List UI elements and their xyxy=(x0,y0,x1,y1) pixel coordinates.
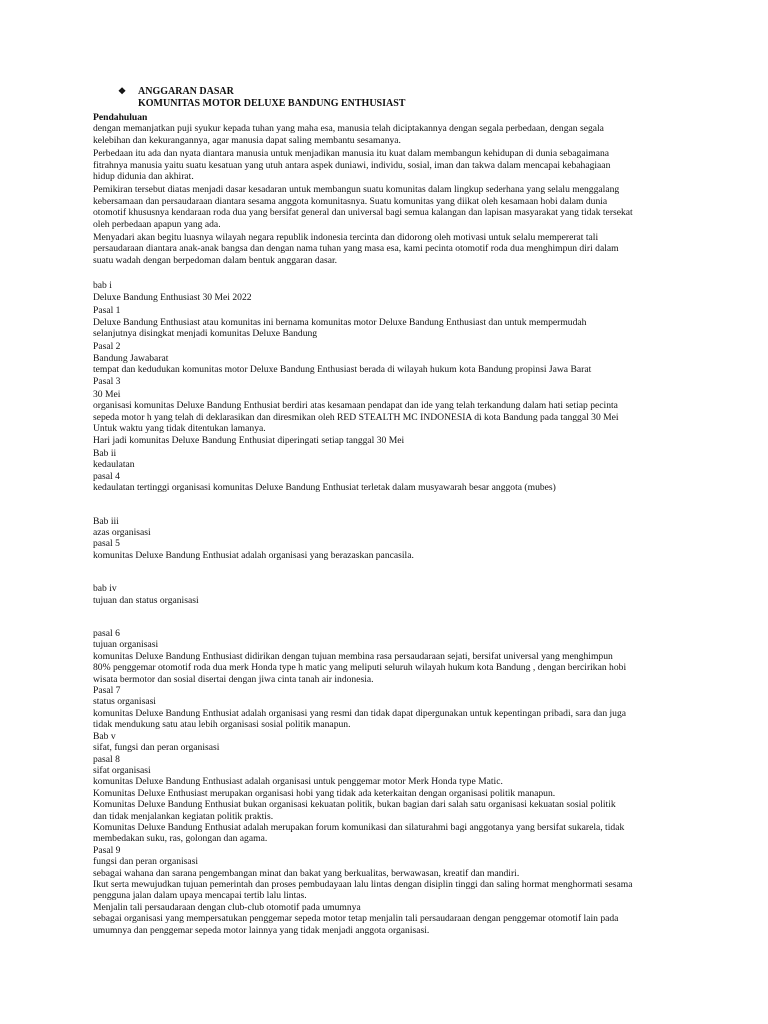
text-line: Komunitas Deluxe Bandung Enthusiat adalah merupakan forum komunikasi dan silaturahmi bagi anggotanya yang bersifat sukarela, tidak xyxy=(93,821,625,833)
text-line: umumnya dan penggemar sepeda motor lainnya yang tidak menjadi anggota organisasi. xyxy=(93,924,430,936)
bab-5-name: sifat, fungsi dan peran organisasi xyxy=(93,742,220,754)
text-line: sebagai organisasi yang mempersatukan penggemar sepeda motor tetap menjalin tali persaudaraan dengan penggemar otomotif lain pada xyxy=(93,913,619,925)
text-line: komunitas Deluxe Bandung Enthusiat adalah organisasi yang resmi dan tidak dapat dipergunakan untuk kepentingan pribadi, sara dan juga xyxy=(93,707,627,719)
text-line: sebagai wahana dan sarana pengembangan minat dan bakat yang berkualitas, berwawasan, kreatif dan mandiri. xyxy=(93,867,520,879)
text-line: dan tidak menjalankan kegiatan politik praktis. xyxy=(93,810,274,822)
pasal-7-subtitle: status organisasi xyxy=(93,696,156,708)
diamond-bullet-icon: ❖ xyxy=(118,86,127,96)
pasal-3-subtitle: 30 Mei xyxy=(93,388,121,400)
bab-1-name: Deluxe Bandung Enthusiast 30 Mei 2022 xyxy=(93,291,252,303)
text-line: Menyadari akan begitu luasnya wilayah negara republik indonesia tercinta dan didorong oleh motivasi untuk selalu mempererat tali xyxy=(93,232,599,244)
bab-1-title: bab i xyxy=(93,280,112,292)
text-line: Menjalin tali persaudaraan dengan club-club otomotif pada umumnya xyxy=(93,901,361,913)
text-line: selanjutnya disingkat menjadi komunitas Deluxe Bandung xyxy=(93,327,318,339)
text-line: wisata bermotor dan sosial disertai dengan jiwa cinta tanah air indonesia. xyxy=(93,673,374,685)
intro-paragraph-2 xyxy=(93,148,683,182)
text-line: kelebihan dan kekurangannya, agar manusia dapat saling membantu sesamanya. xyxy=(93,134,401,146)
text-line: sepeda motor h yang telah di deklarasikan dan diresmikan oleh RED STEALTH MC INDONESIA di kota Bandung pada tanggal 30 Mei xyxy=(93,411,619,423)
text-line: dengan memanjatkan puji syukur kepada tuhan yang maha esa, manusia telah diciptakannya dengan segala perbedaan, dengan segala xyxy=(93,123,604,135)
bab-5-title: Bab v xyxy=(93,730,116,742)
pasal-9-title: Pasal 9 xyxy=(93,844,121,856)
bab-3 xyxy=(93,516,683,562)
bab-2-title: Bab ii xyxy=(93,447,117,459)
header-line-1 xyxy=(118,86,405,98)
bab-3-title: Bab iii xyxy=(93,515,119,527)
intro-paragraph-4 xyxy=(93,232,683,266)
text-line: Untuk waktu yang tidak ditentukan lamanya. xyxy=(93,423,266,435)
document-body xyxy=(93,112,683,936)
text-line: oleh perbedaan apapun yang ada. xyxy=(93,218,221,230)
bab-2-name: kedaulatan xyxy=(93,459,135,471)
text-line: suatu wadah dengan berpedoman dalam bentuk anggaran dasar. xyxy=(93,254,338,266)
text-line: Deluxe Bandung Enthusiast atau komunitas ini bernama komunitas motor Deluxe Bandung Enthusiast dan untuk mempermudah xyxy=(93,316,587,328)
text-line: komunitas Deluxe Bandung Enthusiat adalah organisasi yang berazaskan pancasila. xyxy=(93,549,414,561)
text-line: Perbedaan itu ada dan nyata diantara manusia untuk menjadikan manusia itu kuat dalam membangun kehidupan di dunia sebagaimana xyxy=(93,148,610,160)
pasal-7-title: Pasal 7 xyxy=(93,685,121,697)
text-line: tidak mendukung satu atau lebih organisasi sosial politik manapun. xyxy=(93,719,351,731)
intro-heading: Pendahuluan xyxy=(93,112,148,123)
text-line: 80% penggemar otomotif roda dua merk Honda type h matic yang meliputi seluruh wilayah hukum kota Bandung , dengan bercirikan hobi xyxy=(93,662,627,674)
intro-paragraph-3 xyxy=(93,184,683,230)
text-line: Ikut serta mewujudkan tujuan pemerintah dan proses pembudayaan lalu lintas dengan disiplin tinggi dan saling hormat menghormati sesama xyxy=(93,878,633,890)
text-line: organisasi komunitas Deluxe Bandung Enthusiat berdiri atas kesamaan pendapat dan ide yang telah terkandung dalam hati setiap pecinta xyxy=(93,400,618,412)
pasal-9-subtitle: fungsi dan peran organisasi xyxy=(93,856,199,868)
text-line: tempat dan kedudukan komunitas motor Deluxe Bandung Enthusiast berada di wilayah hukum kota Bandung propinsi Jawa Barat xyxy=(93,364,592,376)
header-title-1: ANGGARAN DASAR xyxy=(138,86,234,97)
bab-4-name: tujuan dan status organisasi xyxy=(93,594,199,606)
text-line: komunitas Deluxe Bandung Enthusiast didirikan dengan tujuan membina rasa persaudaraan sejati, bersifat universal yang menghimpun xyxy=(93,650,613,662)
pasal-1-title: Pasal 1 xyxy=(93,305,121,317)
text-line: hidup didunia dan akhirat. xyxy=(93,171,194,183)
text-line: fitrahnya manusia yaitu suatu kesatuan yang utuh antara aspek duniawi, individu, sosial, iman dan takwa dalam mencapai kebahagiaan xyxy=(93,159,611,171)
pasal-8-subtitle: sifat organisasi xyxy=(93,764,151,776)
intro-paragraph-1 xyxy=(93,123,683,146)
pasal-4-title: pasal 4 xyxy=(93,470,120,482)
pasal-2-subtitle: Bandung Jawabarat xyxy=(93,352,169,364)
pasal-5-title: pasal 5 xyxy=(93,538,120,550)
pasal-6-subtitle: tujuan organisasi xyxy=(93,639,159,651)
text-line: Komunitas Deluxe Enthusiast merupakan organisasi hobi yang tidak ada keterkaitan dengan organisasi politik manapun. xyxy=(93,787,556,799)
document-header xyxy=(118,86,405,109)
text-line: kedaulatan tertinggi organisasi komunitas Deluxe Bandung Enthusiat terletak dalam musyawarah besar anggota (mubes) xyxy=(93,482,556,494)
text-line: kebersamaan dan persaudaraan diantara sesama anggota komunitasnya. Suatu komunitas yang diikat oleh kesamaan hobi dalam dunia xyxy=(93,195,608,207)
bab-4-title: bab iv xyxy=(93,583,117,595)
text-line: membedakan suku, ras, golongan dan agama. xyxy=(93,833,268,845)
bab-5 xyxy=(93,731,683,936)
bab-2 xyxy=(93,448,683,494)
text-line: Pemikiran tersebut diatas menjadi dasar kesadaran untuk membangun suatu komunitas dalam lingkup sederhana yang selalu menggalang xyxy=(93,184,620,196)
pasal-3-title: Pasal 3 xyxy=(93,375,121,387)
text-line: otomotif khususnya kendaraan roda dua yang bersifat general dan universal bagi semua kalangan dan lapisan masyarakat yang tidak tersekat xyxy=(93,207,633,219)
text-line: komunitas Deluxe Bandung Enthusiast adalah organisasi untuk penggemar motor Merk Honda type Matic. xyxy=(93,776,503,788)
text-line: Hari jadi komunitas Deluxe Bandung Enthusiat diperingati setiap tanggal 30 Mei xyxy=(93,434,405,446)
pasal-2-title: Pasal 2 xyxy=(93,341,121,353)
bab-1 xyxy=(93,280,683,446)
bab-4 xyxy=(93,583,683,730)
text-line: Komunitas Deluxe Bandung Enthusiat bukan organisasi kekuatan politik, bukan bagian dari salah satu organisasi kekuatan sosial politik xyxy=(93,799,616,811)
header-title-2: KOMUNITAS MOTOR DELUXE BANDUNG ENTHUSIAST xyxy=(138,97,406,109)
text-line: pengguna jalan dalam upaya mencapai tertib lalu lintas. xyxy=(93,890,307,902)
pasal-8-title: pasal 8 xyxy=(93,753,120,765)
pasal-6-title: pasal 6 xyxy=(93,628,120,640)
bab-3-name: azas organisasi xyxy=(93,527,151,538)
text-line: persaudaraan diantara anak-anak bangsa dan dengan nama tuhan yang masa esa, kami pecinta otomotif roda dua menghimpun diri dalam xyxy=(93,243,619,255)
